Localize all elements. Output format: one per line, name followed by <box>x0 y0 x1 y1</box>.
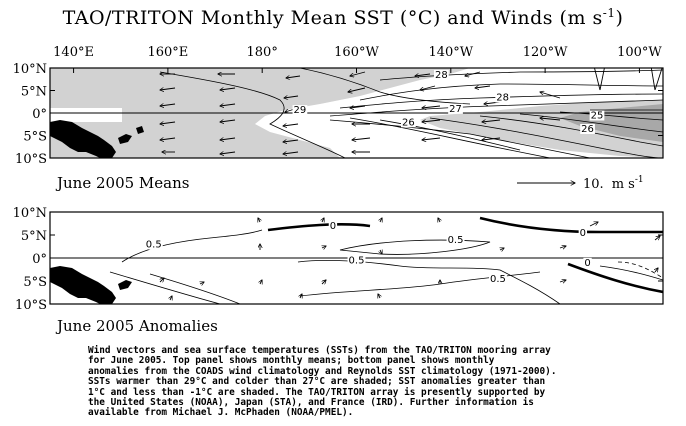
contour-label: 0 <box>584 257 591 269</box>
contour-label: 25 <box>590 110 604 122</box>
contour-label: 0.5 <box>348 255 365 267</box>
warm-shade-upper-left <box>50 108 122 122</box>
lon-tick-label: 160°E <box>147 45 189 60</box>
contour-label: 28 <box>435 70 448 81</box>
lon-tick-label: 140°W <box>428 45 474 60</box>
contour-label: 0 <box>579 228 587 239</box>
lat-tick-label: 5°S <box>23 129 47 145</box>
lat-tick-label: 10°N <box>12 206 47 221</box>
lon-tick-label: 180° <box>246 45 278 60</box>
lat-tick-label: 0° <box>32 107 47 122</box>
mean-panel-label: June 2005 Means <box>57 174 190 192</box>
contour-label: 26 <box>581 124 594 135</box>
lat-tick-label: 5°N <box>20 84 47 100</box>
lon-tick-label: 100°W <box>617 45 662 60</box>
contour-label: 0.5 <box>145 239 162 251</box>
contour-label: 0.5 <box>447 234 464 246</box>
contour-label: 26 <box>402 117 415 129</box>
anomaly-panel-land <box>50 266 132 306</box>
figure-caption: Wind vectors and sea surface temperatures (SSTs) from the TAO/TRITON mooring array for June 2005. Top panel shows monthly means; bottom panel shows monthly anomalies from the COADS wind climatology and Reynolds SST climatology (1971-2000). SSTs warmer than 29°C and colder than 27°C are shaded; SST anomalies greater than 1°C and less than -1°C are shaded. The TAO/TRITON array is presently supported by the United States (NOAA), Japan (STA), and France (IRD). Further information is available from Michael J. McPhaden (NOAA/PMEL). <box>88 345 557 419</box>
lat-tick-label: 10°S <box>15 152 47 167</box>
contour-label: 0 <box>329 221 337 233</box>
new-guinea-land <box>50 266 116 306</box>
lat-tick-label: 5°N <box>20 229 47 244</box>
contour-label: 0.5 <box>490 274 506 285</box>
wind-scale-label: 10. m $s^{-1}$ <box>583 175 644 192</box>
island-land <box>118 280 132 290</box>
contour-label: 28 <box>496 92 510 104</box>
anomaly-sst-contours <box>110 230 663 304</box>
lat-tick-label: 0° <box>32 252 47 267</box>
lon-tick-label: 120°W <box>522 45 568 60</box>
lat-tick-label: 5°S <box>23 275 47 290</box>
page-title: TAO/TRITON Monthly Mean SST (°C) and Winds (m $s^{-1}$) <box>62 6 624 29</box>
anomaly-panel-label: June 2005 Anomalies <box>57 317 218 335</box>
lat-tick-label: 10°N <box>12 62 47 77</box>
contour-label: 27 <box>449 103 462 115</box>
lon-tick-label: 160°W <box>334 45 379 60</box>
contour-label: 29 <box>293 105 307 117</box>
lat-tick-label: 10°S <box>15 298 47 313</box>
lon-tick-label: 140°E <box>53 45 94 60</box>
